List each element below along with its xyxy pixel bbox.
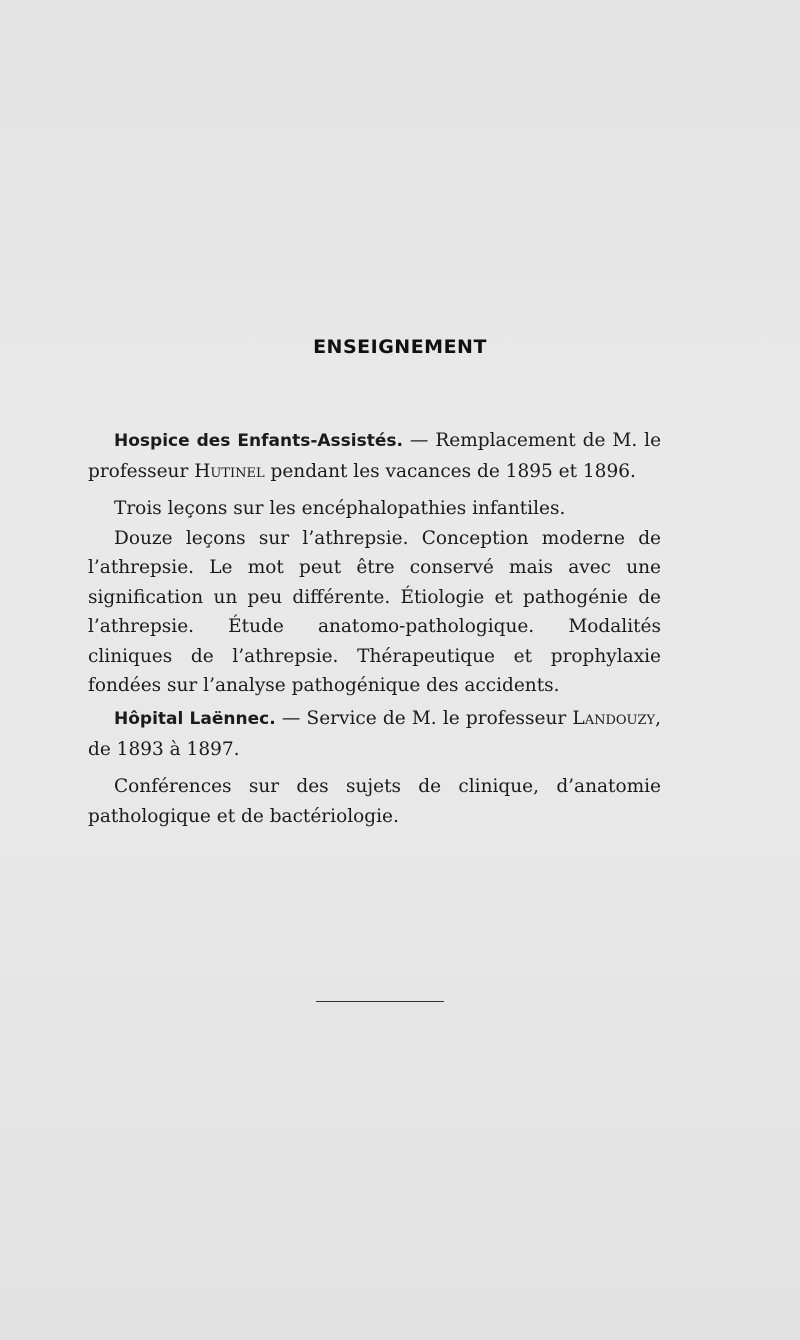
section-dash: —: [402, 430, 436, 451]
section-intro-rest: , de 1893 à 1897.: [88, 708, 661, 760]
section-intro-rest: pendant les vacances de 1895 et 1896.: [264, 460, 636, 482]
section-lead: Hôpital Laënnec.: [114, 709, 276, 729]
person-name: Landouzy: [572, 708, 656, 729]
person-name: Hutinel: [194, 460, 265, 482]
paragraph: Conférences sur des sujets de clinique, d’anatomie pathologique et de bactériologie.: [88, 776, 661, 827]
paragraph: Trois leçons sur les encéphalopathies infantiles.: [114, 498, 566, 519]
section-hopital-laennec: [88, 704, 661, 831]
section-lead: Hospice des Enfants-Assistés.: [114, 431, 403, 451]
section-intro-text: Remplacement de M. le professeur: [88, 430, 662, 482]
end-rule-divider: [316, 1001, 444, 1002]
section-intro: [88, 426, 661, 486]
section-dash: —: [275, 708, 307, 729]
bleed-through-texture: [60, 160, 700, 340]
page-title: ENSEIGNEMENT: [313, 336, 487, 358]
section-intro: [88, 704, 661, 764]
section-intro-text: Service de M. le professeur: [306, 708, 573, 729]
paragraph: Douze leçons sur l’athrepsie. Conception moderne de l’athrepsie. Le mot peut être conservé mais avec une signification un peu différente. Étiologie et pathogénie de l’athrepsie. Étude anatomo-pathologique. Modalités cliniques de l’athrepsie. Thérapeutique et prophylaxie fondées sur l’analyse pathogénique des accidents.: [88, 527, 661, 696]
section-hospice-enfants-assistes: [88, 426, 661, 701]
